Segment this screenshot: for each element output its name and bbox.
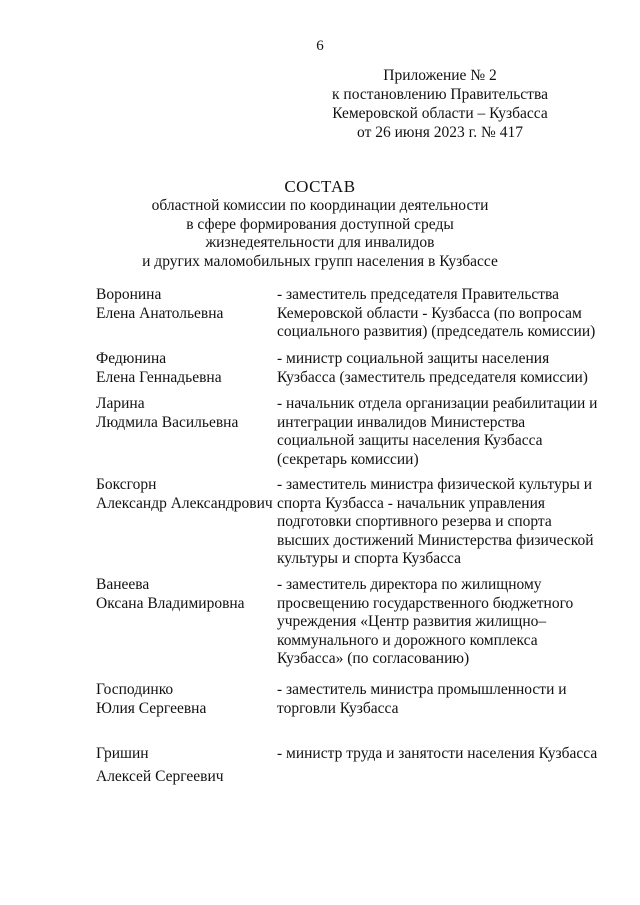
member-surname: Боксгорн bbox=[96, 476, 157, 493]
member-name bbox=[96, 576, 276, 613]
role-line: - заместитель директора по жилищному bbox=[277, 576, 542, 593]
member-surname: Господинко bbox=[96, 681, 174, 698]
member-name bbox=[96, 286, 276, 323]
role-line: интеграции инвалидов Министерства bbox=[277, 413, 526, 431]
member-role bbox=[277, 576, 597, 669]
subtitle-line: областной комиссии по координации деятельности bbox=[151, 197, 489, 214]
role-line: - министр социальной защиты населения bbox=[277, 350, 550, 367]
member-given-name: Оксана Владимировна bbox=[96, 594, 245, 612]
role-line: социальной защиты населения Кузбасса bbox=[277, 432, 543, 449]
member-role bbox=[277, 395, 597, 469]
appendix-line: от 26 июня 2023 г. № 417 bbox=[357, 124, 523, 141]
document-title: СОСТАВ bbox=[284, 177, 356, 196]
role-line: (секретарь комиссии) bbox=[277, 450, 419, 468]
member-name bbox=[96, 350, 276, 387]
member-given-name: Елена Анатольевна bbox=[96, 304, 224, 322]
role-line: - заместитель министра промышленности и bbox=[277, 681, 567, 698]
member-surname: Гришин bbox=[96, 745, 149, 762]
appendix-line: Кемеровской области – Кузбасса bbox=[332, 105, 548, 122]
role-line: культуры и спорта Кузбасса bbox=[277, 550, 461, 567]
member-given-name: Юлия Сергеевна bbox=[96, 699, 207, 717]
member-given-name: Александр Александрович bbox=[96, 494, 273, 512]
subtitle-line: и других маломобильных групп населения в Кузбассе bbox=[142, 252, 498, 270]
member-surname: Ванеева bbox=[96, 576, 150, 593]
member-role bbox=[277, 681, 597, 718]
member-given-name: Людмила Васильевна bbox=[96, 413, 239, 431]
role-line: Кузбасса (заместитель председателя комиссии) bbox=[277, 368, 588, 386]
member-surname: Ларина bbox=[96, 395, 145, 412]
role-line: подготовки спортивного резерва и спорта bbox=[277, 513, 552, 530]
role-line: - заместитель председателя Правительства bbox=[277, 286, 560, 303]
subtitle-line: в сфере формирования доступной среды bbox=[186, 215, 454, 233]
appendix-line: к постановлению Правительства bbox=[332, 86, 548, 103]
member-name bbox=[96, 395, 276, 432]
role-line: торговли Кузбасса bbox=[277, 699, 399, 717]
appendix-line: Приложение № 2 bbox=[383, 67, 497, 84]
member-role bbox=[277, 476, 597, 569]
member-surname: Воронина bbox=[96, 286, 162, 303]
role-line: Кузбасса» (по согласованию) bbox=[277, 650, 470, 667]
role-line: учреждения «Центр развития жилищно– bbox=[277, 613, 547, 630]
member-surname: Федюнина bbox=[96, 350, 167, 367]
subtitle-line: жизнедеятельности для инвалидов bbox=[205, 234, 435, 251]
role-line: коммунального и дорожного комплекса bbox=[277, 631, 538, 649]
role-line: - начальник отдела организации реабилитации и bbox=[277, 395, 598, 412]
member-given-name: Елена Геннадьевна bbox=[96, 368, 222, 386]
member-name bbox=[96, 745, 276, 786]
role-line: социального развития) (председатель комиссии) bbox=[277, 323, 596, 340]
page-number: 6 bbox=[316, 38, 324, 54]
role-line: - заместитель министра физической культуры и bbox=[277, 476, 593, 493]
role-line: просвещению государственного бюджетного bbox=[277, 594, 574, 612]
member-name bbox=[96, 681, 276, 718]
member-name bbox=[96, 476, 276, 513]
member-role bbox=[277, 745, 597, 764]
role-line: высших достижений Министерства физической bbox=[277, 531, 594, 549]
member-role bbox=[277, 286, 597, 342]
member-role bbox=[277, 350, 597, 387]
role-line: - министр труда и занятости населения Кузбасса bbox=[277, 745, 598, 762]
role-line: спорта Кузбасса - начальник управления bbox=[277, 494, 546, 512]
role-line: Кемеровской области - Кузбасса (по вопросам bbox=[277, 304, 582, 322]
member-given-name: Алексей Сергеевич bbox=[96, 767, 224, 785]
